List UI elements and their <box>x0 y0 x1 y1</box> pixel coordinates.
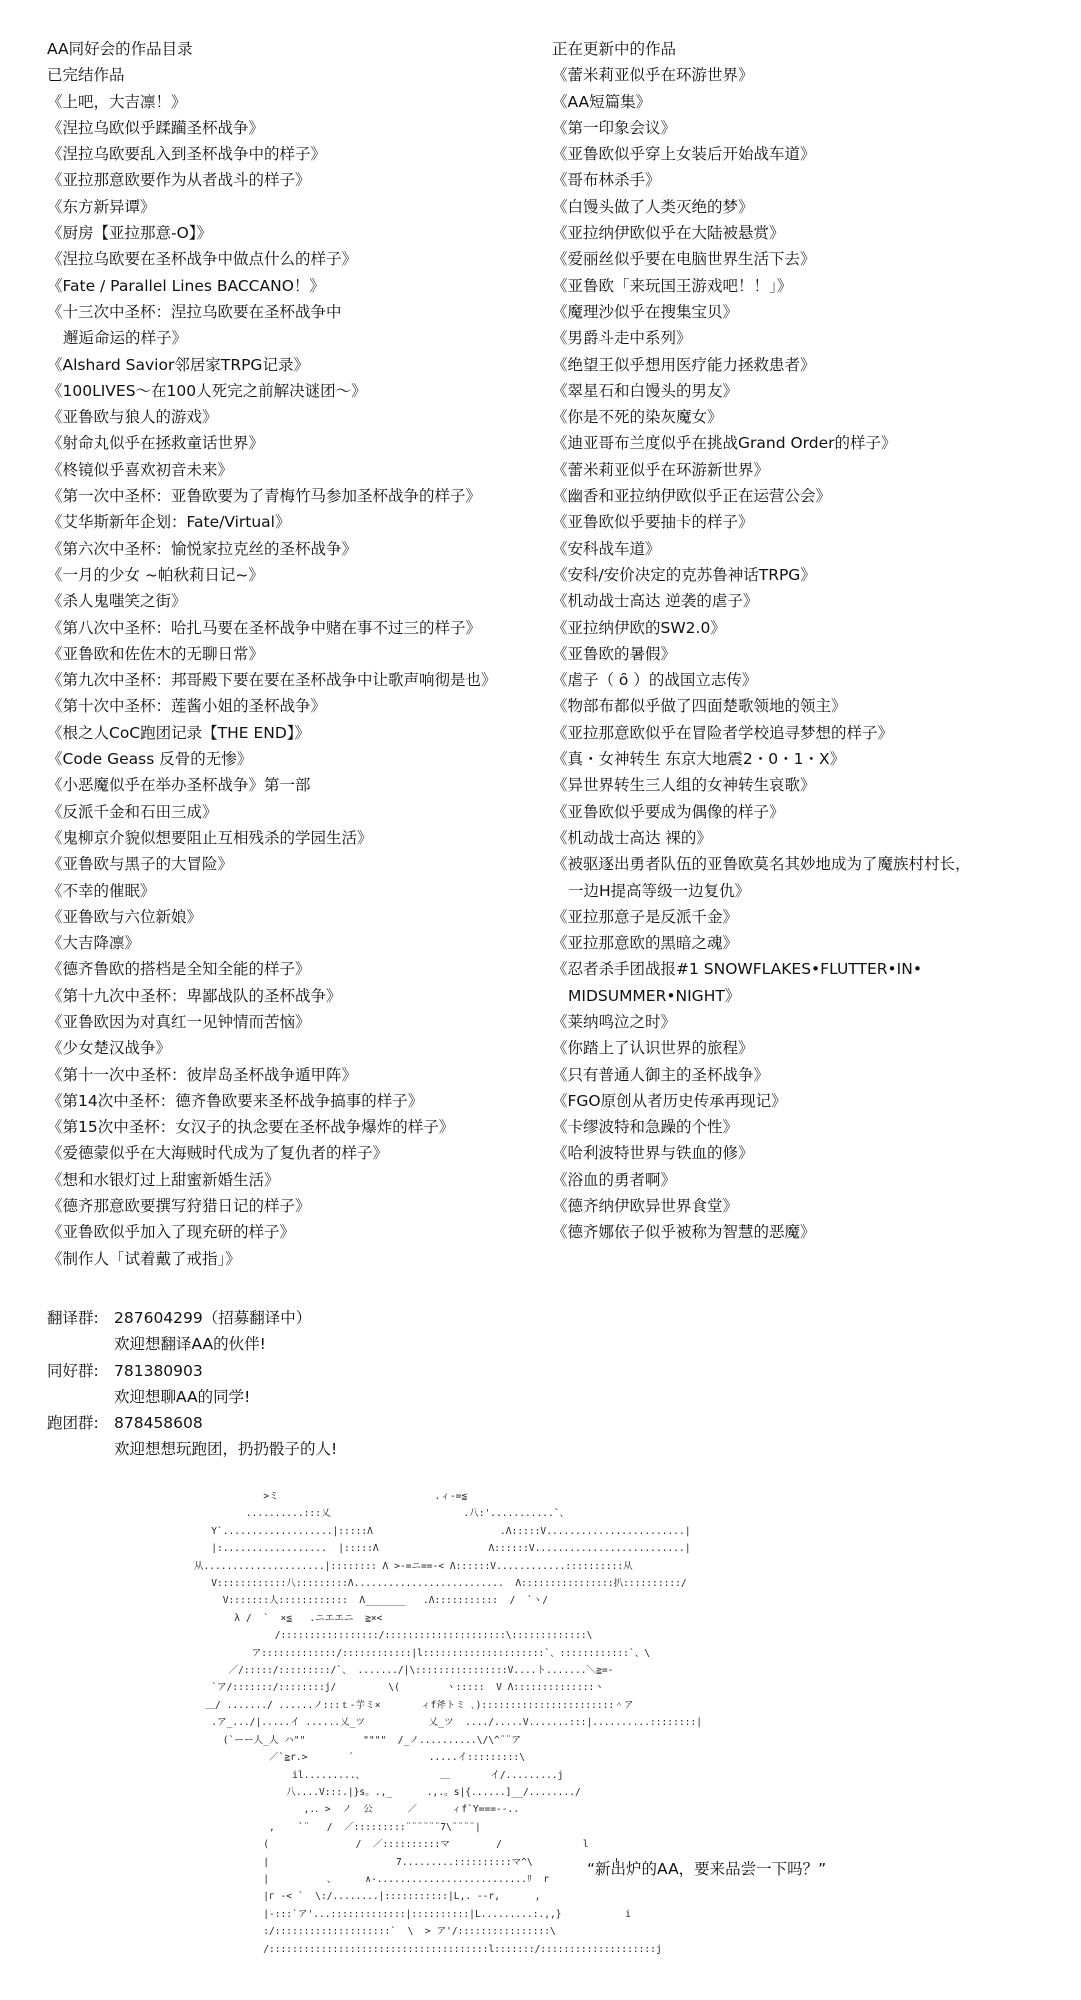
work-title-item: 《被驱逐出勇者队伍的亚鲁欧莫名其妙地成为了魔族村村长， <box>552 855 971 874</box>
work-title-item: 《第14次中圣杯：德齐鲁欧要来圣杯战争搞事的样子》 <box>47 1091 424 1110</box>
work-title-item: 《少女楚汉战争》 <box>47 1039 172 1058</box>
work-title-item: 《亚鲁欧与六位新娘》 <box>47 907 203 926</box>
ongoing-works-heading: 正在更新中的作品 <box>552 40 677 58</box>
work-title-item: 《蕾米莉亚似乎在环游世界》 <box>552 66 754 85</box>
contact-label: 翻译群: <box>47 1309 99 1327</box>
work-title-item: 《射命丸似乎在拯救童话世界》 <box>47 434 265 453</box>
work-title-item: 《第十次中圣杯：莲酱小姐的圣杯战争》 <box>47 697 327 716</box>
work-title-item: 《亚鲁欧似乎要抽卡的样子》 <box>552 513 754 532</box>
work-title-item: 《魔理沙似乎在搜集宝贝》 <box>552 302 739 321</box>
work-title-item: 《第一印象会议》 <box>552 118 677 137</box>
work-title-item: 《德齐那意欧要撰写狩猎日记的样子》 <box>47 1197 311 1216</box>
work-title-item: 《绝望王似乎想用医疗能力拯救患者》 <box>552 355 816 374</box>
contact-note: 欢迎想翻译AA的伙伴! <box>114 1335 266 1354</box>
work-title-item: 《想和水银灯过上甜蜜新婚生活》 <box>47 1170 280 1189</box>
contact-note: 欢迎想想玩跑团，扔扔骰子的人! <box>114 1440 338 1459</box>
work-title-item: 《爱德蒙似乎在大海贼时代成为了复仇者的样子》 <box>47 1144 389 1163</box>
work-title-item: 《第15次中圣杯：女汉子的执念要在圣杯战争爆炸的样子》 <box>47 1118 455 1137</box>
work-title-item: 《亚拉那意子是反派千金》 <box>552 907 739 926</box>
work-title-item: 《亚鲁欧似乎要成为偶像的样子》 <box>552 802 785 821</box>
work-title-item: 《柊镜似乎喜欢初音未来》 <box>47 460 234 479</box>
group-contacts <box>47 1305 337 1463</box>
work-title-item: 《一月的少女 ~帕秋莉日记~》 <box>47 565 264 584</box>
work-title-item: 《亚鲁欧似乎加入了现充研的样子》 <box>47 1223 296 1242</box>
work-title-item: 《迪亚哥布兰度似乎在挑战Grand Order的样子》 <box>552 434 897 453</box>
work-title-item: 《小恶魔似乎在举办圣杯战争》第一部 <box>47 776 311 795</box>
work-title-item: 《根之人CoC跑团记录【THE END】》 <box>47 723 311 742</box>
work-title-item: 《亚拉那意欧似乎在冒险者学校追寻梦想的样子》 <box>552 723 894 742</box>
work-title-item: 《第六次中圣杯：愉悦家拉克丝的圣杯战争》 <box>47 539 358 558</box>
catalog-header: AA同好会的作品目录 <box>47 40 193 58</box>
work-title-item: 《大吉降凛》 <box>47 934 141 953</box>
work-title-item: 《制作人「试着戴了戒指」》 <box>47 1249 241 1268</box>
finished-works-column <box>47 36 547 1272</box>
work-title-item: 《第十九次中圣杯：卑鄙战队的圣杯战争》 <box>47 986 342 1005</box>
work-title-item: 《涅拉乌欧似乎蹂躏圣杯战争》 <box>47 118 265 137</box>
work-title-item: 《亚拉纳伊欧的SW2.0》 <box>552 618 726 637</box>
work-title-item: 《虐子（ ȏ ）的战国立志传》 <box>552 671 758 690</box>
contact-number: 287604299（招募翻译中） <box>114 1309 312 1327</box>
work-title-item: 《亚鲁欧与黑子的大冒险》 <box>47 855 234 874</box>
contact-number: 878458608 <box>114 1414 203 1433</box>
work-title-item: 《翠星石和白馒头的男友》 <box>552 381 739 400</box>
work-title-item: 《杀人鬼嗤笑之街》 <box>47 592 187 611</box>
work-title-item: 《机动战士高达 逆袭的虐子》 <box>552 592 759 611</box>
work-title-item: 《100LIVES～在100人死完之前解决谜团～》 <box>47 381 367 400</box>
work-title-item: 《德齐娜依子似乎被称为智慧的恶魔》 <box>552 1223 816 1242</box>
work-title-item: 《白馒头做了人类灭绝的梦》 <box>552 197 754 216</box>
work-title-item: MIDSUMMER•NIGHT》 <box>568 986 741 1005</box>
work-title-item: 《上吧，大吉凛！》 <box>47 92 187 111</box>
fan-group <box>47 1358 337 1411</box>
finished-works-list <box>47 89 547 1272</box>
work-title-item: 《亚鲁欧「来玩国王游戏吧！！」》 <box>552 276 793 295</box>
work-title-item: 《涅拉乌欧要在圣杯战争中做点什么的样子》 <box>47 250 358 269</box>
work-title-item: 《安科/安价决定的克苏鲁神话TRPG》 <box>552 565 816 584</box>
work-title-item: 《Alshard Savior邻居家TRPG记录》 <box>47 355 309 374</box>
work-title-item: 《哥布林杀手》 <box>552 171 661 190</box>
work-title-item: 《莱纳鸣泣之时》 <box>552 1012 677 1031</box>
work-title-item: 《异世界转生三人组的女神转生哀歌》 <box>552 776 816 795</box>
work-title-item: 《第八次中圣杯：哈扎马要在圣杯战争中赌在事不过三的样子》 <box>47 618 482 637</box>
work-title-item: 《Fate / Parallel Lines BACCANO！》 <box>47 276 325 295</box>
work-title-item: 《安科战车道》 <box>552 539 661 558</box>
work-title-item: 《不幸的催眠》 <box>47 881 156 900</box>
work-title-item: 《你是不死的染灰魔女》 <box>552 408 723 427</box>
work-title-item: 《亚拉那意欧的黑暗之魂》 <box>552 934 739 953</box>
work-title-item: 《十三次中圣杯：涅拉乌欧要在圣杯战争中 <box>47 302 342 321</box>
work-title-item: 《爱丽丝似乎要在电脑世界生活下去》 <box>552 250 816 269</box>
finished-works-heading: 已完结作品 <box>47 66 125 85</box>
work-title-item: 《厨房【亚拉那意-O】》 <box>47 224 213 243</box>
work-title-item: 《艾华斯新年企划：Fate/Virtual》 <box>47 513 291 532</box>
work-title-item: 《物部布都似乎做了四面楚歌领地的领主》 <box>552 697 847 716</box>
contact-number: 781380903 <box>114 1361 203 1380</box>
contact-label: 同好群: <box>47 1361 99 1380</box>
work-title-item: 《亚鲁欧似乎穿上女装后开始战车道》 <box>552 145 816 164</box>
work-title-item: 《真・女神转生 东京大地震2・0・1・X》 <box>552 750 846 769</box>
work-title-item: 《德齐鲁欧的搭档是全知全能的样子》 <box>47 960 311 979</box>
work-title-item: 《幽香和亚拉纳伊欧似乎正在运营公会》 <box>552 487 832 506</box>
work-title-item: 《第十一次中圣杯：彼岸岛圣杯战争遁甲阵》 <box>47 1065 358 1084</box>
work-title-item: 《亚拉那意欧要作为从者战斗的样子》 <box>47 171 311 190</box>
speech-bubble-text: “新出炉的AA，要来品尝一下吗？” <box>587 1860 827 1878</box>
work-title-item: 《Code Geass 反骨的无惨》 <box>47 750 253 769</box>
work-title-item: 《哈利波特世界与铁血的修》 <box>552 1144 754 1163</box>
work-title-item: 《亚拉纳伊欧似乎在大陆被悬赏》 <box>552 224 785 243</box>
work-title-item: 《反派千金和石田三成》 <box>47 802 218 821</box>
work-title-item: 《亚鲁欧与狼人的游戏》 <box>47 408 218 427</box>
work-title-item: 《蕾米莉亚似乎在环游新世界》 <box>552 460 770 479</box>
work-title-item: 一边H提高等级一边复仇》 <box>568 881 751 900</box>
work-title-item: 《你踏上了认识世界的旅程》 <box>552 1039 754 1058</box>
work-title-item: 邂逅命运的样子》 <box>63 329 188 348</box>
work-title-item: 《男爵斗走中系列》 <box>552 329 692 348</box>
trpg-group <box>47 1410 337 1463</box>
contact-label: 跑团群: <box>47 1414 99 1433</box>
work-title-item: 《亚鲁欧和佐佐木的无聊日常》 <box>47 644 265 663</box>
work-title-item: 《忍者杀手团战报#1 SNOWFLAKES•FLUTTER•IN• <box>552 960 922 979</box>
work-title-item: 《第一次中圣杯：亚鲁欧要为了青梅竹马参加圣杯战争的样子》 <box>47 487 482 506</box>
work-title-item: 《浴血的勇者啊》 <box>552 1170 677 1189</box>
contact-note: 欢迎想聊AA的同学! <box>114 1387 251 1406</box>
work-title-item: 《只有普通人御主的圣杯战争》 <box>552 1065 770 1084</box>
work-title-item: 《机动战士高达 裸的》 <box>552 828 712 847</box>
ongoing-works-column <box>552 36 1072 1246</box>
work-title-item: 《鬼柳京介貌似想要阻止互相残杀的学园生活》 <box>47 828 373 847</box>
work-title-item: 《第九次中圣杯：邦哥殿下要在要在圣杯战争中让歌声响彻是也》 <box>47 671 497 690</box>
work-title-item: 《卡缪波特和急躁的个性》 <box>552 1118 739 1137</box>
work-title-item: 《亚鲁欧因为对真红一见钟情而苦恼》 <box>47 1012 311 1031</box>
work-title-item: 《AA短篇集》 <box>552 92 652 111</box>
work-title-item: 《涅拉乌欧要乱入到圣杯战争中的样子》 <box>47 145 327 164</box>
ascii-art-character: >ミ .ィ-=≦ ..........:::乂 .八:'...........`、 Y`...................|:::::Λ .Λ:::::V........................| |:.................. |:::::Λ Λ::::::V..........................| 从.....................|:::::::: Λ >-=ニ==-< Λ::::::V............::::::::::从 V::::::::::::八:::::::::Λ.......................... Λ::::::::::::::::扒::::::::::/ V:::::::人:::::::::::: Λ_______ .Λ::::::::::: / `ヽ/ λ / ` ×≦ .ニエエニ ≧×< /:::::::::::::::::/:::::::::::::::::::::\:::::::::::::\ ア:::::::::::::/::::::::::::|l:::::::::::::::::::::`、::::::::::::`、\ ／/:::::/:::::::::/`、 ......./|\::::::::::::::::V....ト.......＼≧=- `ア/:::::::/::::::::j/ \( ヽ::::: V Λ::::::::::::::ヽ ＿/ ......./ ......ノ:::ｔ-芋ミ× ィf斧トミ ､):::::::::::::::::::::::＾ア .ア_.../|.....イ ......乂_ツ 乂_ツ ..../.....V.......:::|..........::::::::| (`ーー人_人 ハ"" """" /_ノ..........\/\^¨¨ア ／`≧r.> ´ .....イ:::::::::\ il.........、 ＿ イ/.........j 八....V:::.|}s。.,_ .,.。s|{......]__/......../ ,.．> ノ 公 ／ ィf`Y===--.. , `¨ / ／:::::::::¨¨¨¨¨¨7\¨¨¨¨| ( / ／::::::::::マ / l | 7.........::::::::::マ^\ ! | 、 ∧-..........................ﾘ r |г -< ` \:/........|:::::::::::|L,. --r, , |-:::`ア'...:::::::::::::|::::::::::|L.........:.,,} i :/::::::::::::::::::::` \ > ア'/::::::::::::::::\ /::::::::::::::::::::::::::::::::::::::l:::::::/::::::::::::::::::::j <box>193 1491 702 1955</box>
work-title-item: 《东方新异谭》 <box>47 197 156 216</box>
work-title-item: 《德齐纳伊欧异世界食堂》 <box>552 1197 739 1216</box>
work-title-item: 《亚鲁欧的暑假》 <box>552 644 677 663</box>
translation-group <box>47 1305 337 1358</box>
ongoing-works-list <box>552 62 1072 1245</box>
work-title-item: 《FGO原创从者历史传承再现记》 <box>552 1091 787 1110</box>
